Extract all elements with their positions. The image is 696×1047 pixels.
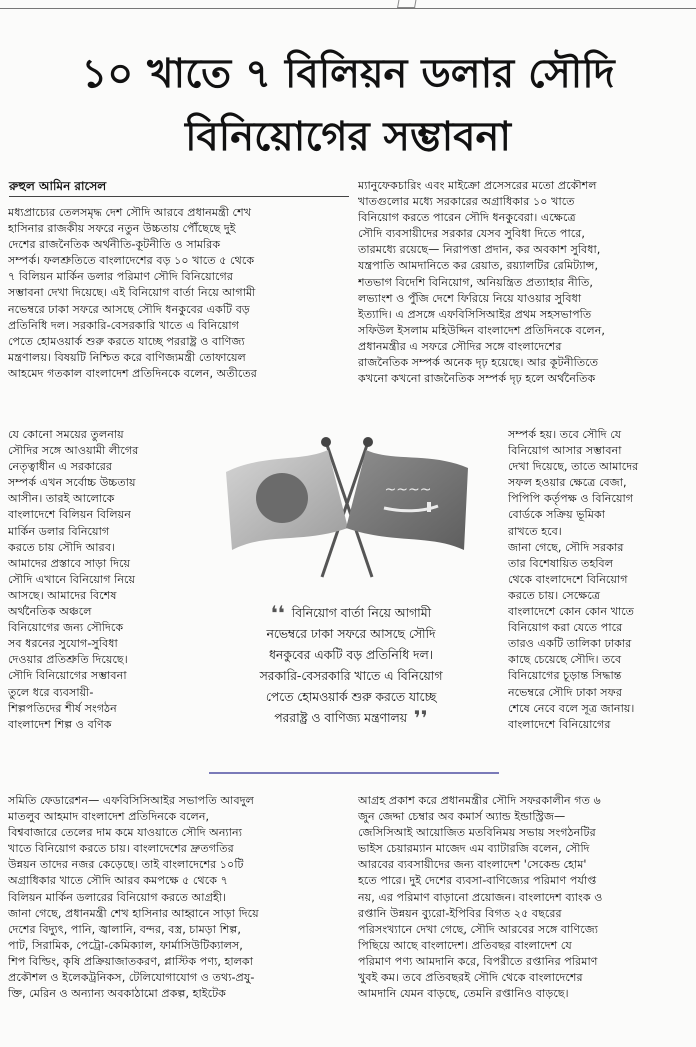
text-line: বিলিয়ন মার্কিন ডলারের বিনিয়োগ করতে আগ্রহী। — [8, 890, 227, 904]
text-line: সম্পর্ক। ফলশ্রুতিতে বাংলাদেশের বড় ১০ খাতে ৫ থেকে — [8, 254, 255, 268]
pull-quote-text: সরকারি-বেসরকারি খাতে এ বিনিয়োগ — [259, 669, 443, 683]
text-line: নভেম্বরে সৌদি ঢাকা সফর — [508, 685, 622, 699]
text-line: সব ধরনের সুযোগ-সুবিধা — [8, 637, 118, 651]
pole-finial-left — [321, 437, 331, 447]
text-line: নভেম্বরে ঢাকা সফরে আসছে সৌদি ধনকুবের একটি বড় — [8, 302, 250, 316]
text-line: কখনো কখনো রাজনৈতিক সম্পর্ক দৃঢ় হলে অর্থনৈতিক — [358, 372, 596, 386]
text-line: জেসিসিআই আয়োজিত মতবিনিময় সভায় সংগঠনটির — [358, 826, 596, 840]
text-line: খাতগুলোর মধ্যে সরকারের অগ্রাধিকার ১০ খাতে — [358, 195, 575, 209]
bangladesh-flag-disc — [256, 473, 308, 523]
text-line: সমিতি ফেডারেশন— এফবিসিসিআইর সভাপতি আবদুল — [8, 794, 254, 807]
text-line: রাখতে হবে। — [508, 524, 562, 538]
text-line: বাংলাদেশ শিল্প ও বণিক — [8, 717, 112, 731]
text-line: যে কোনো সময়ের তুলনায় — [8, 428, 124, 441]
text-line: দেশের বিদ্যুৎ, পানি, জ্বালানি, বন্দর, বস্ত্র, চামড়া শিল্প, — [8, 922, 241, 936]
pull-quote — [215, 603, 487, 729]
text-line: বাংলাদেশে কোন কোন খাতে — [508, 605, 635, 619]
pull-quote-line — [215, 708, 487, 729]
text-line: করতে চায়। সেক্ষেত্রে — [508, 588, 601, 602]
text-line: সৌদির সঙ্গে আওয়ামী লীগের — [8, 444, 139, 458]
text-line: করতে চায় সৌদি আরব। — [8, 540, 116, 554]
column-right-top — [358, 178, 688, 387]
byline: রুহুল আমিন রাসেল — [9, 179, 107, 193]
text-line: প্রধানমন্ত্রীর এ সফরে সৌদির সঙ্গে বাংলাদেশের — [358, 339, 562, 353]
text-line: খাতে বিনিয়োগ করতে চায়। বাংলাদেশের দ্রুতগতির — [8, 842, 234, 856]
text-line: পিছিয়ে আছে বাংলাদেশ। প্রতিবছর বাংলাদেশ যে — [358, 938, 572, 952]
pull-quote-text: পররাষ্ট্র ও বাণিজ্য মন্ত্রণালয় — [274, 711, 407, 725]
text-line: সম্পর্ক এখন সর্বোচ্চ উচ্চতায় — [8, 476, 136, 490]
text-line: দেখা দিয়েছে, তাতে আমাদের — [508, 460, 639, 474]
text-line: শিল্পপতিদের শীর্ষ সংগঠন — [8, 701, 117, 715]
text-line: খুবই কম। তবে প্রতিবছরই সৌদি থেকে বাংলাদেশের — [358, 971, 583, 985]
text-line: আরবের ব্যবসায়ীদের জন্য বাংলাদেশ 'সেকেন্ড হোম' — [358, 858, 587, 872]
text-line: সৌদি এখানে বিনিয়োগ নিয়ে — [8, 572, 136, 586]
column-left-bottom — [8, 793, 350, 1002]
text-line: শেষে নেবে বলে সূত্র জানায়। — [508, 701, 635, 715]
text-line: আহমেদ গতকাল বাংলাদেশ প্রতিদিনকে বলেন, অতীতের — [8, 366, 257, 380]
column-left-middle — [8, 427, 198, 733]
text-line: হতে পারে। দুই দেশের ব্যবসা-বাণিজ্যের পরিমাণ পর্যাপ্ত — [358, 874, 597, 888]
text-line: সফল হওয়ার ক্ষেত্রে বেজা, — [508, 476, 627, 490]
text-line: আগ্রহ প্রকাশ করে প্রধানমন্ত্রীর সৌদি সফরকালীন গত ৬ — [358, 794, 601, 807]
text-line: ইত্যাদি। এ প্রসঙ্গে এফবিসিসিআইর প্রথম সহসভাপতি — [358, 307, 592, 321]
pull-quote-text: নভেম্বরে ঢাকা সফরে আসছে সৌদি — [266, 627, 436, 641]
text-line: মার্কিন ডলার বিনিয়োগ — [8, 524, 110, 538]
text-line: বাংলাদেশে বিনিয়োগের — [508, 717, 611, 731]
text-line: পরিমাণ পণ্য আমদানি করে, বিপরীতে রপ্তানির পরিমাণ — [358, 954, 598, 968]
open-quote-mark: ❛❛ — [270, 601, 292, 625]
saudi-flag-script: ~~~~ — [384, 482, 432, 498]
text-line: ক্তি, মেরিন ও অন্যান্য অবকাঠামো প্রকল্প, হাইটেক — [8, 987, 226, 1001]
text-line: প্রকৌশল ও ইলেকট্রনিকস, টেলিযোগাযোগ ও তথ্য-প্রযু- — [8, 971, 255, 985]
crossed-flags-image — [222, 432, 472, 582]
text-line: পাট, সিরামিক, পেট্রো-কেমিক্যাল, ফার্মাসিউটিক্যালস, — [8, 938, 243, 952]
pull-quote-line — [215, 624, 487, 645]
text-line: বিনিয়োগ করতে পারেন সৌদি ধনকুবেরা। এক্ষেত্রে — [358, 211, 576, 225]
pull-quote-line — [215, 666, 487, 687]
text-line: সফিউল ইসলাম মহিউদ্দিন বাংলাদেশ প্রতিদিনকে বলেন, — [358, 323, 605, 337]
pull-quote-rule — [209, 772, 499, 774]
byline-rule — [9, 196, 349, 197]
text-line: মাতলুব আহমাদ বাংলাদেশ প্রতিদিনকে বলেন, — [8, 810, 210, 824]
text-line: আমাদের প্রস্তাবে সাড়া দিয়ে — [8, 556, 131, 570]
text-line: পিপিপি কর্তৃপক্ষ ও বিনিয়োগ — [508, 492, 634, 506]
tab-notch — [397, 0, 417, 8]
pull-quote-text: বিনিয়োগ বার্তা নিয়ে আগামী — [291, 606, 432, 620]
text-line: দেওয়ার প্রতিশ্রুতি দিয়েছে। — [8, 653, 128, 667]
text-line: জুন জেদ্দা চেম্বার অব কমার্স অ্যান্ড ইন্ডাস্ট্রিজ— — [358, 810, 566, 824]
saudi-flag — [346, 450, 468, 550]
text-line: আসছে। আমাদের বিশেষ — [8, 588, 117, 602]
text-line: থেকে বাংলাদেশে বিনিয়োগ — [508, 572, 628, 586]
text-line: আসীন। তারই আলোকে — [8, 492, 115, 506]
text-line: সম্ভাবনা দেখা দিয়েছে। এই বিনিয়োগ বার্তা নিয়ে আগামী — [8, 286, 256, 300]
text-line: সম্পর্ক হয়। তবে সৌদি যে — [508, 428, 622, 441]
text-line: বিনিয়োগের চূড়ান্ত সিদ্ধান্ত — [508, 669, 622, 683]
column-right-middle — [508, 427, 688, 733]
text-line: ভাইস চেয়ারম্যান মাজেদ এম ব্যাটারজি বলেন, সৌদি — [358, 842, 590, 856]
column-right-bottom — [358, 793, 688, 1002]
text-line: পরিসংখ্যানে দেখা গেছে, সৌদি আরবের সঙ্গে বাণিজ্যে — [358, 922, 598, 936]
text-line: তারও একটি তালিকা ঢাকার — [508, 637, 632, 651]
text-line: অগ্রাধিকার খাতে সৌদি আরব কমপক্ষে ৫ থেকে ৭ — [8, 874, 228, 888]
text-line: অর্থনৈতিক অঞ্চলে — [8, 605, 92, 619]
headline-line-2: বিনিয়োগের সম্ভাবনা — [185, 114, 511, 160]
pull-quote-line — [215, 603, 487, 624]
headline-line-1: ১০ খাতে ৭ বিলিয়ন ডলার সৌদি — [81, 51, 615, 97]
text-line: আমদানি যেমন বাড়ছে, তেমনি রপ্তানিও বাড়ছে। — [358, 987, 569, 1001]
previous-page-strip — [0, 0, 696, 10]
text-line: তারমধ্যে রয়েছে— নিরাপত্তা প্রদান, কর অবকাশ সুবিধা, — [358, 243, 601, 257]
text-line: কাছে চেয়েছে সৌদি। তবে — [508, 653, 622, 667]
text-line: যন্ত্রপাতি আমদানিতে কর রেয়াত, রয়্যালটির রেমিট্যান্স, — [358, 259, 599, 273]
text-line: সৌদি ব্যবসায়ীদের সরকার যেসব সুবিধা দিতে পারে, — [358, 227, 585, 241]
text-line: সৌদি বিনিয়োগের সম্ভাবনা — [8, 669, 127, 683]
pull-quote-text: ধনকুবের একটি বড় প্রতিনিধি দল। — [268, 648, 434, 662]
text-line: নেতৃত্বাধীন এ সরকারের — [8, 460, 113, 474]
pull-quote-line — [215, 645, 487, 666]
close-quote-mark: ❜❜ — [406, 706, 428, 730]
text-line: প্রতিনিধি দল। সরকারি-বেসরকারি খাতে এ বিনিয়োগ — [8, 318, 239, 332]
text-line: দেশের রাজনৈতিক অর্থনীতি-কূটনীতি ও সামরিক — [8, 238, 221, 252]
text-line: বাংলাদেশে বিলিয়ন বিলিয়ন — [8, 508, 131, 522]
pole-finial-right — [363, 437, 373, 447]
text-line: ৭ বিলিয়ন মার্কিন ডলার পরিমাণ সৌদি বিনিয়োগের — [8, 270, 233, 284]
text-line: লভ্যাংশ ও পুঁজি দেশে ফিরিয়ে নিয়ে যাওয়ার সুবিধা — [358, 291, 582, 305]
text-line: মন্ত্রণালয়। বিষয়টি নিশ্চিত করে বাণিজ্যমন্ত্রী তোফায়েল — [8, 350, 246, 364]
text-line: তার বিশেষায়িত তহবিল — [508, 556, 614, 570]
text-line: জানা গেছে, সৌদি সরকার — [508, 540, 624, 554]
text-line: বিনিয়োগের জন্য সৌদিকে — [8, 621, 124, 635]
text-line: জানা গেছে, প্রধানমন্ত্রী শেখ হাসিনার আহ্বানে সাড়া দিয়ে — [8, 906, 259, 920]
text-line: শতভাগ বিদেশি বিনিয়োগ, অনিয়ন্ত্রিত প্রত্যাহার নীতি, — [358, 275, 593, 289]
text-line: শিপ বিল্ডিং, কৃষি প্রক্রিয়াজাতকরণ, প্লাস্টিক পণ্য, হালকা — [8, 954, 254, 968]
text-line: বোর্ডকে সক্রিয় ভূমিকা — [508, 508, 606, 522]
text-line: তুলে ধরে ব্যবসায়ী- — [8, 685, 94, 699]
text-line: বিশ্ববাজারে তেলের দাম কমে যাওয়াতে সৌদি অন্যান্য — [8, 826, 242, 840]
text-line: মধ্যপ্রাচ্যের তেলসমৃদ্ধ দেশ সৌদি আরবে প্রধানমন্ত্রী শেখ — [8, 206, 252, 219]
text-line: বিনিয়োগ আসার সম্ভাবনা — [508, 444, 622, 458]
text-line: বিনিয়োগ করা যেতে পারে — [508, 621, 623, 635]
text-line: পেতে হোমওয়ার্ক শুরু করতে যাচ্ছে পররাষ্ট্র ও বাণিজ্য — [8, 334, 245, 348]
text-line: রাজনৈতিক সম্পর্ক অনেক দৃঢ় হয়েছে। আর কূটনীতিতে — [358, 356, 599, 370]
text-line: ম্যানুফেকচারিং এবং মাইক্রো প্রসেসরের মতো প্রকৌশল — [358, 179, 597, 192]
pull-quote-line — [215, 687, 487, 708]
pull-quote-text: পেতে হোমওয়ার্ক শুরু করতে যাচ্ছে — [265, 690, 437, 704]
text-line: নয়, এর পরিমাণ বাড়ানো প্রয়োজন। বাংলাদেশ ব্যাংক ও — [358, 890, 603, 904]
column-left-top — [8, 205, 350, 382]
text-line: রপ্তানি উন্নয়ন ব্যুরো-ইপিবির বিগত ২৫ বছরের — [358, 906, 562, 920]
text-line: উন্নয়ন তাদের নজর কেড়েছে। তাই বাংলাদেশের ১০টি — [8, 858, 244, 872]
text-line: হাসিনার রাজকীয় সফরে নতুন উচ্চতায় পৌঁছেছে দুই — [8, 222, 236, 236]
